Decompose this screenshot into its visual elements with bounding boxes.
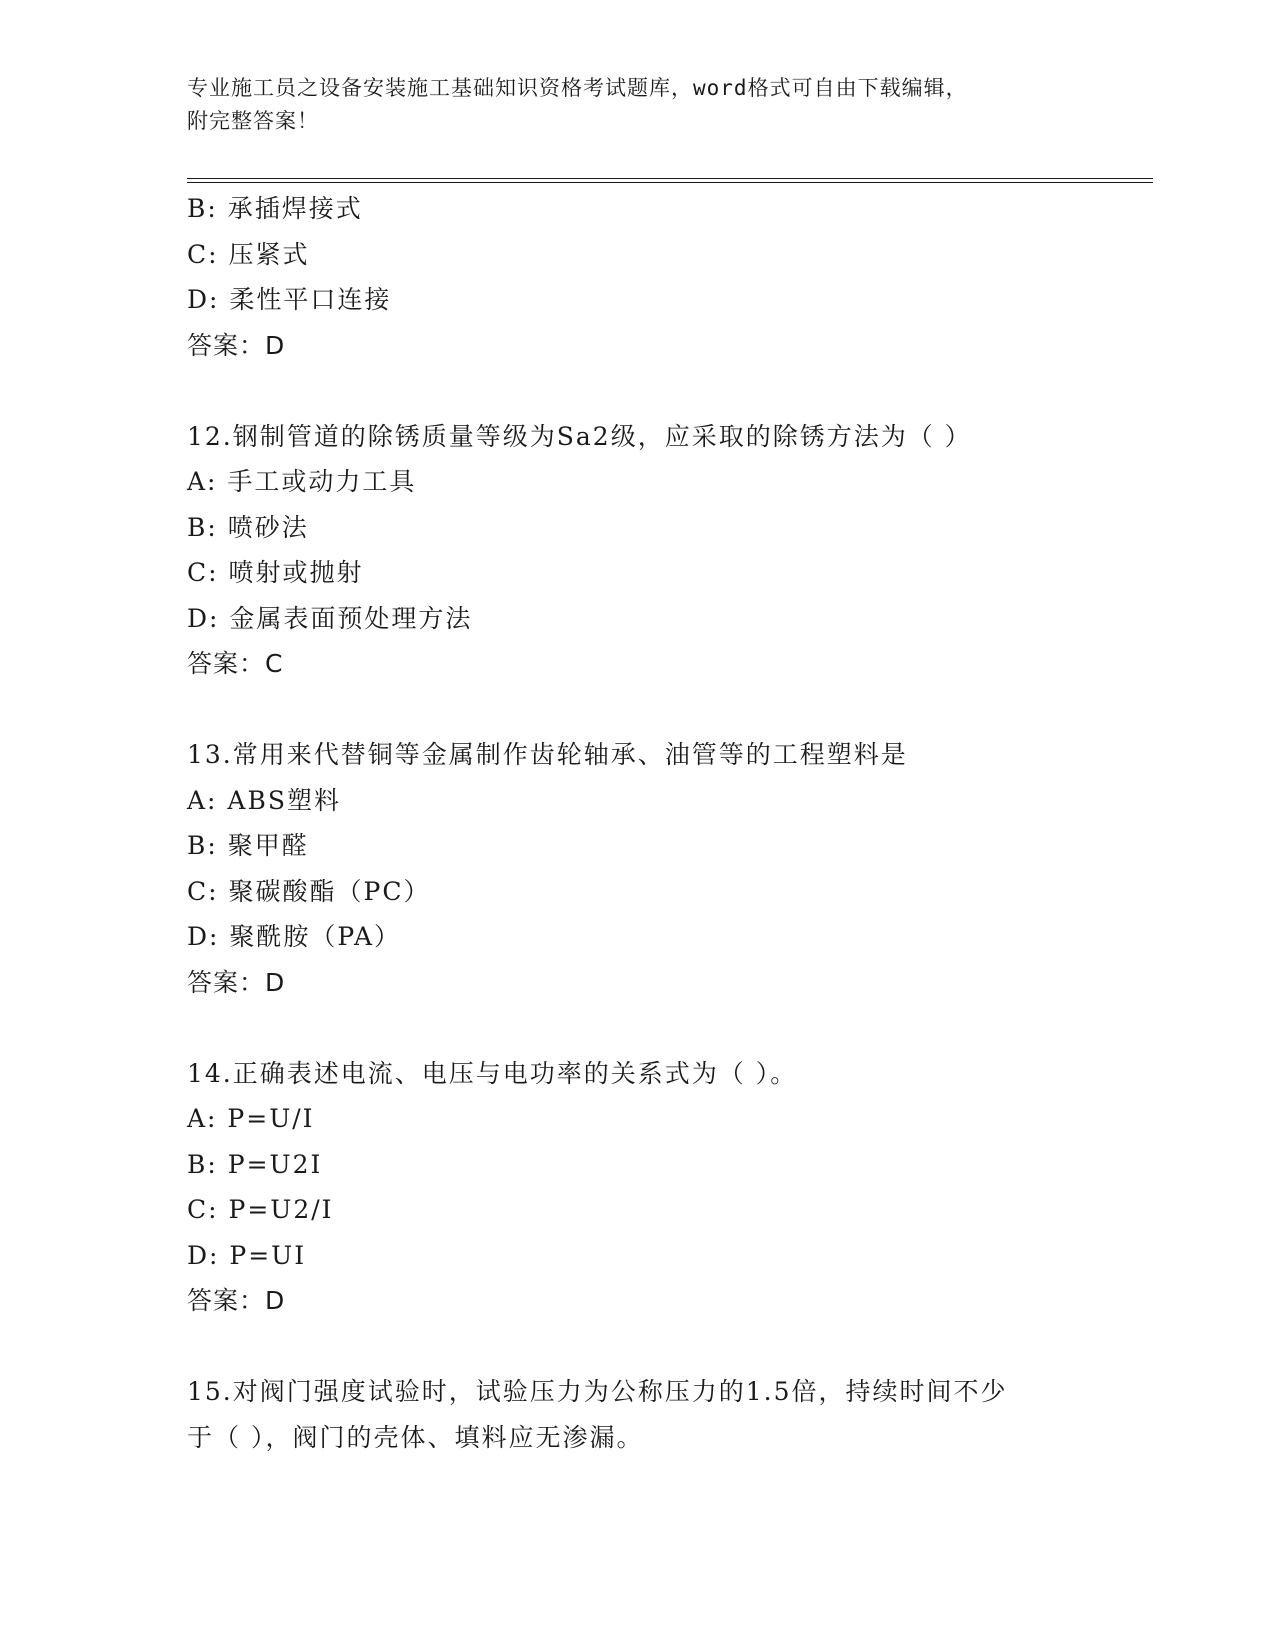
question-stem: 14.正确表述电流、电压与电功率的关系式为（ ）。 [187,1058,798,1088]
question-11-continued [187,186,1153,368]
answer-line: 答案：D [187,1286,286,1315]
question-12 [187,414,1153,687]
option-b: B: 聚甲醛 [187,831,309,860]
question-stem: 13.常用来代替铜等金属制作齿轮轴承、油管等的工程塑料是 [187,740,908,769]
spacer [187,687,1153,733]
option-a: A: 手工或动力工具 [187,467,417,496]
header-line-1: 专业施工员之设备安装施工基础知识资格考试题库，word格式可自由下载编辑， [187,76,968,100]
answer-line: 答案：D [187,967,286,997]
option-b: B: 喷砂法 [187,512,309,542]
question-stem-line-1: 15.对阀门强度试验时，试验压力为公称压力的1.5倍，持续时间不少 [187,1377,1008,1406]
answer-line: 答案：C [187,649,284,678]
option-c: C: 喷射或抛射 [187,558,364,587]
option-d: D: 柔性平口连接 [187,285,392,314]
question-14 [187,1051,1153,1324]
answer-line: 答案：D [187,330,286,360]
header-divider [187,178,1153,183]
spacer [187,368,1153,414]
option-c: C: P=U2/I [187,1195,334,1224]
option-d: D: 聚酰胺（PA） [187,922,401,951]
option-b: B: P=U2I [187,1149,323,1179]
question-list [187,186,1153,1460]
header-line-2: 附完整答案！ [187,109,319,133]
option-c: C: 压紧式 [187,239,310,269]
option-d: D: P=UI [187,1240,307,1270]
option-a: A: P=U/I [187,1104,315,1133]
document-header [187,72,1087,138]
question-stem: 12.钢制管道的除锈质量等级为Sa2级，应采取的除锈方法为（ ） [187,421,972,451]
option-c: C: 聚碳酸酯（PC） [187,876,431,906]
question-15 [187,1369,1153,1460]
question-13 [187,732,1153,1005]
question-stem-line-2: 于（ ），阀门的壳体、填料应无渗漏。 [187,1422,644,1452]
option-d: D: 金属表面预处理方法 [187,603,473,633]
spacer [187,1324,1153,1370]
option-a: A: ABS塑料 [187,785,341,815]
spacer [187,1005,1153,1051]
option-b: B: 承插焊接式 [187,194,363,223]
